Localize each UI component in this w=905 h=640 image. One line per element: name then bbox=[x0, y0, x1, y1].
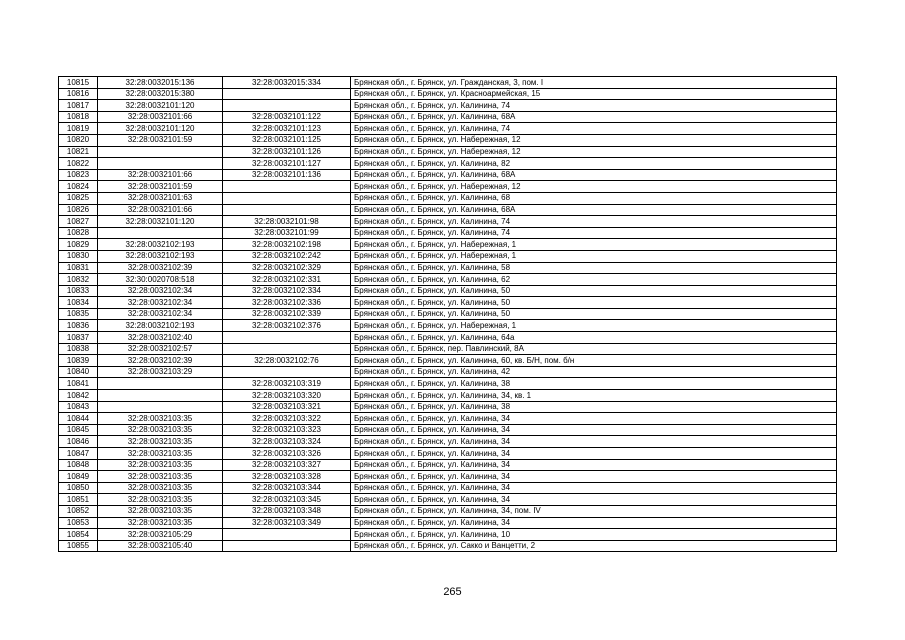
cell-building: 32:28:0032103:344 bbox=[223, 482, 351, 494]
cell-parcel: 32:28:0032102:193 bbox=[98, 239, 223, 251]
table-row bbox=[59, 494, 837, 506]
table-row bbox=[59, 77, 837, 89]
cell-parcel: 32:28:0032101:120 bbox=[98, 123, 223, 135]
table-row bbox=[59, 111, 837, 123]
table-row bbox=[59, 459, 837, 471]
cell-parcel: 32:28:0032103:35 bbox=[98, 424, 223, 436]
table-row bbox=[59, 366, 837, 378]
cell-num: 10815 bbox=[59, 77, 98, 89]
cell-building: 32:28:0032103:322 bbox=[223, 413, 351, 425]
cell-parcel: 32:28:0032103:35 bbox=[98, 494, 223, 506]
table-row bbox=[59, 413, 837, 425]
cell-parcel bbox=[98, 378, 223, 390]
cell-building: 32:28:0032102:329 bbox=[223, 262, 351, 274]
cell-parcel: 32:28:0032105:29 bbox=[98, 529, 223, 541]
cell-num: 10820 bbox=[59, 134, 98, 146]
cell-address: Брянская обл., г. Брянск, ул. Калинина, 34 bbox=[351, 413, 837, 425]
cell-parcel: 32:28:0032102:34 bbox=[98, 297, 223, 309]
cell-address: Брянская обл., г. Брянск, ул. Гражданская, 3, пом. I bbox=[351, 77, 837, 89]
cell-building: 32:28:0032101:123 bbox=[223, 123, 351, 135]
cell-parcel: 32:28:0032101:63 bbox=[98, 192, 223, 204]
cell-building bbox=[223, 204, 351, 216]
cell-building: 32:28:0032103:349 bbox=[223, 517, 351, 529]
cell-parcel: 32:28:0032103:35 bbox=[98, 448, 223, 460]
cell-address: Брянская обл., г. Брянск, ул. Калинина, 34 bbox=[351, 482, 837, 494]
cell-building: 32:28:0032101:99 bbox=[223, 227, 351, 239]
table-row bbox=[59, 343, 837, 355]
cell-parcel: 32:28:0032101:120 bbox=[98, 216, 223, 228]
cell-num: 10844 bbox=[59, 413, 98, 425]
table-row bbox=[59, 123, 837, 135]
table-body bbox=[59, 77, 837, 552]
table-row bbox=[59, 88, 837, 100]
cell-parcel bbox=[98, 227, 223, 239]
cell-address: Брянская обл., г. Брянск, ул. Калинина, 82 bbox=[351, 158, 837, 170]
table-row bbox=[59, 378, 837, 390]
cell-parcel: 32:28:0032103:35 bbox=[98, 505, 223, 517]
cell-address: Брянская обл., г. Брянск, ул. Калинина, 34 bbox=[351, 471, 837, 483]
cell-num: 10850 bbox=[59, 482, 98, 494]
cell-building: 32:28:0032102:334 bbox=[223, 285, 351, 297]
cell-building: 32:28:0032102:376 bbox=[223, 320, 351, 332]
cell-building: 32:28:0032015:334 bbox=[223, 77, 351, 89]
cell-parcel: 32:28:0032101:66 bbox=[98, 204, 223, 216]
cell-parcel: 32:28:0032101:66 bbox=[98, 169, 223, 181]
table-row bbox=[59, 332, 837, 344]
table-row bbox=[59, 169, 837, 181]
cell-num: 10833 bbox=[59, 285, 98, 297]
cell-parcel: 32:28:0032103:35 bbox=[98, 459, 223, 471]
cell-building: 32:28:0032101:122 bbox=[223, 111, 351, 123]
table-row bbox=[59, 192, 837, 204]
table-row bbox=[59, 448, 837, 460]
cell-num: 10829 bbox=[59, 239, 98, 251]
cell-address: Брянская обл., г. Брянск, ул. Калинина, 74 bbox=[351, 123, 837, 135]
cell-building: 32:28:0032103:323 bbox=[223, 424, 351, 436]
cell-building: 32:28:0032103:327 bbox=[223, 459, 351, 471]
cell-num: 10855 bbox=[59, 540, 98, 552]
cell-num: 10854 bbox=[59, 529, 98, 541]
cell-parcel: 32:28:0032102:34 bbox=[98, 285, 223, 297]
cell-parcel: 32:28:0032102:39 bbox=[98, 355, 223, 367]
table-row bbox=[59, 146, 837, 158]
cell-parcel: 32:28:0032102:40 bbox=[98, 332, 223, 344]
cell-parcel bbox=[98, 390, 223, 402]
cell-num: 10825 bbox=[59, 192, 98, 204]
register-table bbox=[58, 76, 837, 552]
cell-building: 32:28:0032101:127 bbox=[223, 158, 351, 170]
cell-address: Брянская обл., г. Брянск, ул. Калинина, 34, кв. 1 bbox=[351, 390, 837, 402]
cell-address: Брянская обл., г. Брянск, ул. Калинина, 64а bbox=[351, 332, 837, 344]
cell-address: Брянская обл., г. Брянск, ул. Калинина, 34 bbox=[351, 459, 837, 471]
cell-num: 10826 bbox=[59, 204, 98, 216]
cell-parcel bbox=[98, 158, 223, 170]
cell-address: Брянская обл., г. Брянск, ул. Красноармейская, 15 bbox=[351, 88, 837, 100]
cell-building bbox=[223, 332, 351, 344]
cell-address: Брянская обл., г. Брянск, ул. Калинина, 68А bbox=[351, 169, 837, 181]
cell-parcel: 32:28:0032103:35 bbox=[98, 471, 223, 483]
cell-address: Брянская обл., г. Брянск, пер. Павлинский, 8А bbox=[351, 343, 837, 355]
cell-parcel: 32:28:0032015:380 bbox=[98, 88, 223, 100]
cell-num: 10843 bbox=[59, 401, 98, 413]
cell-building: 32:28:0032103:320 bbox=[223, 390, 351, 402]
cell-building bbox=[223, 343, 351, 355]
table-row bbox=[59, 158, 837, 170]
cell-address: Брянская обл., г. Брянск, ул. Калинина, 38 bbox=[351, 378, 837, 390]
cell-building bbox=[223, 100, 351, 112]
cell-address: Брянская обл., г. Брянск, ул. Калинина, 74 bbox=[351, 100, 837, 112]
table-row bbox=[59, 390, 837, 402]
cell-num: 10831 bbox=[59, 262, 98, 274]
cell-address: Брянская обл., г. Брянск, ул. Калинина, 74 bbox=[351, 227, 837, 239]
cell-num: 10827 bbox=[59, 216, 98, 228]
cell-parcel: 32:28:0032015:136 bbox=[98, 77, 223, 89]
table-row bbox=[59, 285, 837, 297]
cell-num: 10830 bbox=[59, 250, 98, 262]
table-row bbox=[59, 517, 837, 529]
cell-parcel: 32:28:0032101:59 bbox=[98, 134, 223, 146]
cell-building: 32:28:0032102:336 bbox=[223, 297, 351, 309]
cell-building: 32:28:0032103:321 bbox=[223, 401, 351, 413]
cell-address: Брянская обл., г. Брянск, ул. Калинина, 34 bbox=[351, 448, 837, 460]
cell-address: Брянская обл., г. Брянск, ул. Набережная, 12 bbox=[351, 146, 837, 158]
cell-address: Брянская обл., г. Брянск, ул. Набережная, 1 bbox=[351, 239, 837, 251]
table-row bbox=[59, 262, 837, 274]
cell-num: 10852 bbox=[59, 505, 98, 517]
cell-address: Брянская обл., г. Брянск, ул. Калинина, 34, пом. IV bbox=[351, 505, 837, 517]
table-row bbox=[59, 308, 837, 320]
cell-address: Брянская обл., г. Брянск, ул. Калинина, 68А bbox=[351, 204, 837, 216]
cell-address: Брянская обл., г. Брянск, ул. Калинина, 34 bbox=[351, 517, 837, 529]
cell-parcel: 32:28:0032102:34 bbox=[98, 308, 223, 320]
cell-num: 10819 bbox=[59, 123, 98, 135]
table-row bbox=[59, 529, 837, 541]
cell-num: 10848 bbox=[59, 459, 98, 471]
cell-building bbox=[223, 181, 351, 193]
cell-address: Брянская обл., г. Брянск, ул. Калинина, 68 bbox=[351, 192, 837, 204]
cell-parcel: 32:28:0032103:35 bbox=[98, 482, 223, 494]
cell-building: 32:28:0032103:345 bbox=[223, 494, 351, 506]
cell-building: 32:28:0032101:98 bbox=[223, 216, 351, 228]
cell-address: Брянская обл., г. Брянск, ул. Калинина, 42 bbox=[351, 366, 837, 378]
cell-num: 10823 bbox=[59, 169, 98, 181]
table-row bbox=[59, 424, 837, 436]
cell-building: 32:28:0032103:324 bbox=[223, 436, 351, 448]
cell-building bbox=[223, 88, 351, 100]
cell-num: 10821 bbox=[59, 146, 98, 158]
cell-num: 10847 bbox=[59, 448, 98, 460]
cell-address: Брянская обл., г. Брянск, ул. Калинина, 58 bbox=[351, 262, 837, 274]
cell-address: Брянская обл., г. Брянск, ул. Набережная, 12 bbox=[351, 181, 837, 193]
cell-building: 32:28:0032101:125 bbox=[223, 134, 351, 146]
cell-num: 10837 bbox=[59, 332, 98, 344]
cell-parcel: 32:28:0032103:35 bbox=[98, 436, 223, 448]
cell-parcel: 32:28:0032102:193 bbox=[98, 250, 223, 262]
cell-parcel: 32:28:0032105:40 bbox=[98, 540, 223, 552]
cell-num: 10841 bbox=[59, 378, 98, 390]
cell-address: Брянская обл., г. Брянск, ул. Калинина, 34 bbox=[351, 436, 837, 448]
cell-building bbox=[223, 529, 351, 541]
cell-address: Брянская обл., г. Брянск, ул. Сакко и Ванцетти, 2 bbox=[351, 540, 837, 552]
cell-num: 10838 bbox=[59, 343, 98, 355]
cell-num: 10817 bbox=[59, 100, 98, 112]
table-row bbox=[59, 250, 837, 262]
cell-building bbox=[223, 366, 351, 378]
table-row bbox=[59, 274, 837, 286]
table-row bbox=[59, 227, 837, 239]
cell-building: 32:28:0032102:339 bbox=[223, 308, 351, 320]
cell-building bbox=[223, 192, 351, 204]
cell-num: 10846 bbox=[59, 436, 98, 448]
table-row bbox=[59, 482, 837, 494]
cell-parcel: 32:28:0032103:35 bbox=[98, 413, 223, 425]
cell-address: Брянская обл., г. Брянск, ул. Набережная, 1 bbox=[351, 320, 837, 332]
cell-num: 10851 bbox=[59, 494, 98, 506]
cell-num: 10832 bbox=[59, 274, 98, 286]
table-row bbox=[59, 540, 837, 552]
table-row bbox=[59, 320, 837, 332]
cell-parcel: 32:30:0020708:518 bbox=[98, 274, 223, 286]
cell-num: 10853 bbox=[59, 517, 98, 529]
cell-num: 10849 bbox=[59, 471, 98, 483]
cell-building: 32:28:0032103:348 bbox=[223, 505, 351, 517]
cell-address: Брянская обл., г. Брянск, ул. Калинина, 34 bbox=[351, 424, 837, 436]
table-row bbox=[59, 181, 837, 193]
cell-building: 32:28:0032101:126 bbox=[223, 146, 351, 158]
cell-num: 10836 bbox=[59, 320, 98, 332]
cell-address: Брянская обл., г. Брянск, ул. Калинина, 50 bbox=[351, 285, 837, 297]
cell-address: Брянская обл., г. Брянск, ул. Калинина, 74 bbox=[351, 216, 837, 228]
cell-address: Брянская обл., г. Брянск, ул. Набережная, 12 bbox=[351, 134, 837, 146]
cell-address: Брянская обл., г. Брянск, ул. Калинина, 62 bbox=[351, 274, 837, 286]
cell-num: 10822 bbox=[59, 158, 98, 170]
cell-num: 10818 bbox=[59, 111, 98, 123]
cell-address: Брянская обл., г. Брянск, ул. Калинина, 10 bbox=[351, 529, 837, 541]
cell-num: 10839 bbox=[59, 355, 98, 367]
cell-building: 32:28:0032102:76 bbox=[223, 355, 351, 367]
cell-parcel bbox=[98, 146, 223, 158]
cell-address: Брянская обл., г. Брянск, ул. Калинина, 60, кв. Б/Н, пом. б/н bbox=[351, 355, 837, 367]
cell-parcel: 32:28:0032101:120 bbox=[98, 100, 223, 112]
cell-num: 10816 bbox=[59, 88, 98, 100]
table-row bbox=[59, 355, 837, 367]
cell-parcel: 32:28:0032101:59 bbox=[98, 181, 223, 193]
table-row bbox=[59, 297, 837, 309]
cell-address: Брянская обл., г. Брянск, ул. Калинина, 34 bbox=[351, 494, 837, 506]
cell-num: 10834 bbox=[59, 297, 98, 309]
cell-address: Брянская обл., г. Брянск, ул. Набережная, 1 bbox=[351, 250, 837, 262]
cell-building: 32:28:0032103:326 bbox=[223, 448, 351, 460]
page-number: 265 bbox=[443, 586, 462, 598]
table-row bbox=[59, 436, 837, 448]
table-row bbox=[59, 239, 837, 251]
cell-address: Брянская обл., г. Брянск, ул. Калинина, 38 bbox=[351, 401, 837, 413]
cell-num: 10842 bbox=[59, 390, 98, 402]
table-row bbox=[59, 471, 837, 483]
cell-parcel: 32:28:0032103:35 bbox=[98, 517, 223, 529]
cell-building: 32:28:0032102:242 bbox=[223, 250, 351, 262]
cell-building: 32:28:0032103:319 bbox=[223, 378, 351, 390]
cell-parcel bbox=[98, 401, 223, 413]
cell-address: Брянская обл., г. Брянск, ул. Калинина, 50 bbox=[351, 297, 837, 309]
cell-address: Брянская обл., г. Брянск, ул. Калинина, 68А bbox=[351, 111, 837, 123]
table-row bbox=[59, 401, 837, 413]
table-row bbox=[59, 216, 837, 228]
cell-building: 32:28:0032102:331 bbox=[223, 274, 351, 286]
cell-num: 10835 bbox=[59, 308, 98, 320]
table-row bbox=[59, 505, 837, 517]
cell-building bbox=[223, 540, 351, 552]
cell-address: Брянская обл., г. Брянск, ул. Калинина, 50 bbox=[351, 308, 837, 320]
table-row bbox=[59, 204, 837, 216]
table-row bbox=[59, 134, 837, 146]
cell-building: 32:28:0032103:328 bbox=[223, 471, 351, 483]
cell-num: 10840 bbox=[59, 366, 98, 378]
cell-parcel: 32:28:0032102:39 bbox=[98, 262, 223, 274]
cell-parcel: 32:28:0032101:66 bbox=[98, 111, 223, 123]
cell-num: 10845 bbox=[59, 424, 98, 436]
cell-building: 32:28:0032102:198 bbox=[223, 239, 351, 251]
cell-parcel: 32:28:0032102:57 bbox=[98, 343, 223, 355]
cell-num: 10828 bbox=[59, 227, 98, 239]
cell-building: 32:28:0032101:136 bbox=[223, 169, 351, 181]
cell-parcel: 32:28:0032103:29 bbox=[98, 366, 223, 378]
table-row bbox=[59, 100, 837, 112]
cell-num: 10824 bbox=[59, 181, 98, 193]
cell-parcel: 32:28:0032102:193 bbox=[98, 320, 223, 332]
